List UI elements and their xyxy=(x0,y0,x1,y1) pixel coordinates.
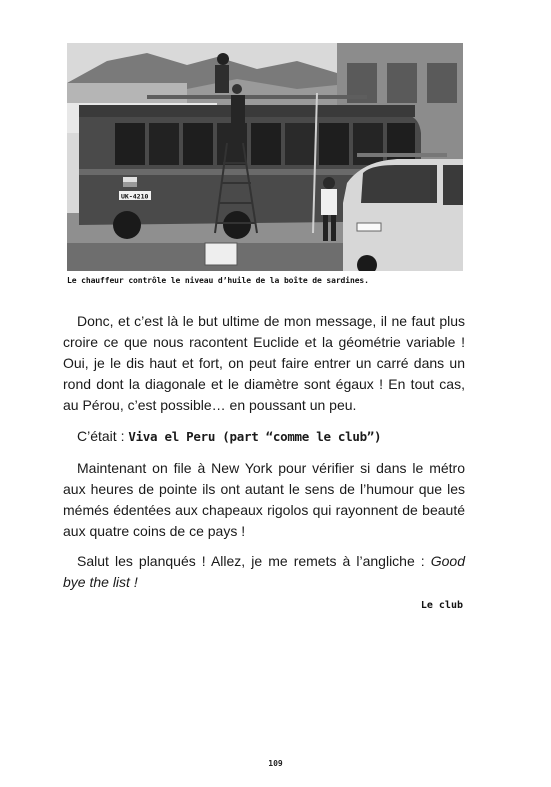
paragraph-1-text: Donc, et c’est là le but ultime de mon message, il ne faut plus croire ce que nous racontent Euclide et la géométrie variable ! Oui, je le dis haut et fort, on peut faire entrer un carré dans un rond dont la diagonale et le diamètre sont égaux ! En tout cas, au Pérou, c’est possible… en poussant un peu. xyxy=(63,313,465,413)
signature: Le club xyxy=(420,600,463,611)
song-title: Viva el Peru (part “comme le club”) xyxy=(128,429,382,444)
paragraph-2-prefix: C’était : xyxy=(77,428,129,444)
page-number: 109 xyxy=(268,759,283,768)
paragraph-1 xyxy=(63,311,465,416)
paragraph-4-prefix: Salut les planqués ! Allez, je me remets à l’angliche : xyxy=(77,553,431,569)
paragraph-3-text: Maintenant on file à New York pour vérifier si dans le métro aux heures de pointe ils ont autant le sens de l’humour que les mémés édentées aux chapeaux rigolos qui rayonnent de beauté aux quatre coins de ce pays ! xyxy=(63,460,465,539)
paragraph-3 xyxy=(63,458,465,542)
paragraph-4 xyxy=(63,551,465,593)
paragraph-4-italic: Good bye the list ! xyxy=(63,553,465,590)
paragraph-2 xyxy=(63,426,465,447)
bus-plate: UK-4210 xyxy=(121,192,149,201)
bus-photo-illustration xyxy=(67,43,463,271)
photo-caption: Le chauffeur contrôle le niveau d’huile de la boîte de sardines. xyxy=(67,276,369,285)
bus-photo xyxy=(67,43,463,271)
